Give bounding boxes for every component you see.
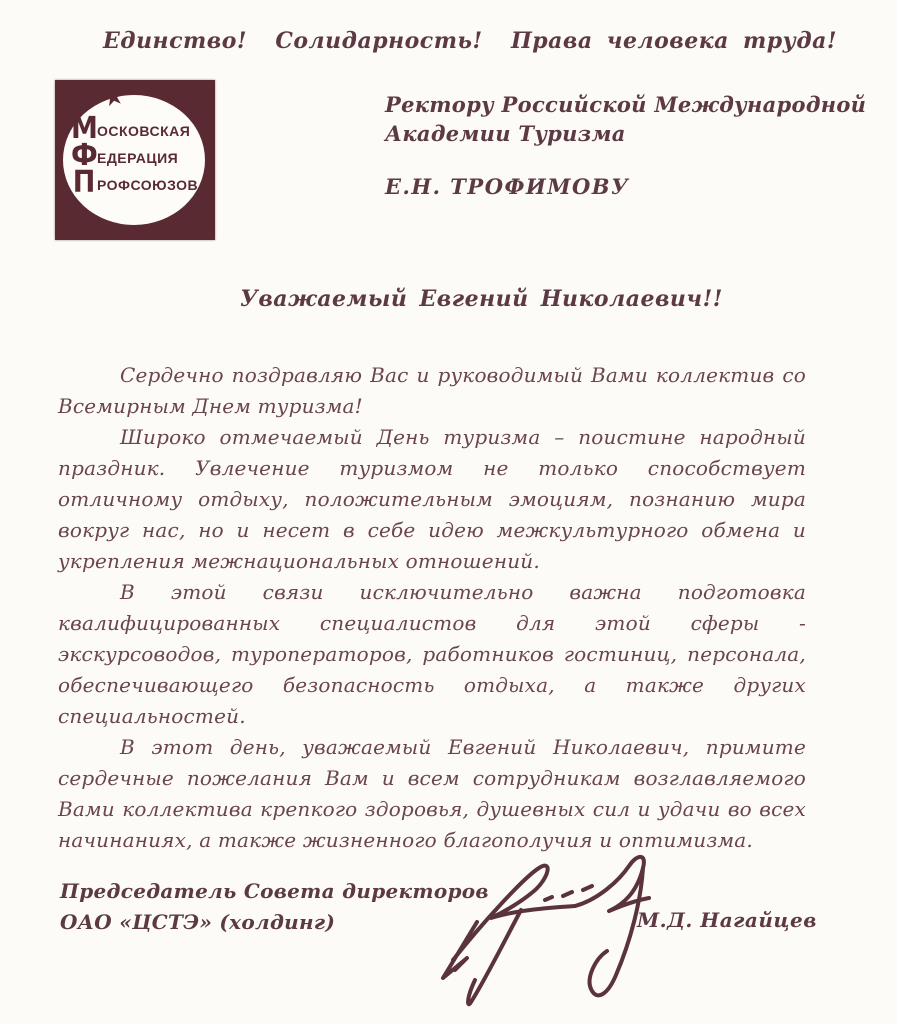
logo-initial-f: Ф (71, 138, 98, 173)
logo-initial-m: М (71, 111, 98, 146)
salutation: Уважаемый Евгений Николаевич!! (240, 286, 723, 312)
mfp-logo (55, 80, 215, 240)
letter-body (58, 360, 806, 856)
logo-text-line-moskovskaya: М ОСКОВСКАЯ (71, 111, 191, 146)
signer-name: М.Д. Нагайцев (637, 908, 817, 932)
addressee-name: Е.Н. ТРОФИМОВУ (385, 174, 630, 199)
signer-title-line-2: ОАО «ЦСТЭ» (холдинг) (60, 910, 336, 934)
paragraph-2: Широко отмечаемый День туризма – поистине народный праздник. Увлечение туризмом не только способствует отличному отдыху, положительным эмоциям, познанию мира вокруг нас, но и несет в себе идею межкультурного обмена и укрепления межнациональных отношений. (58, 425, 806, 573)
logo-text (71, 111, 199, 200)
logo-initial-p: П (72, 165, 96, 200)
addressee-line-2: Академии Туризма (385, 121, 626, 146)
addressee-line-1: Ректору Российской Международной (385, 92, 867, 117)
signer-title-line-1: Председатель Совета директоров (60, 879, 489, 903)
union-slogan: Единство! Солидарность! Права человека труда! (103, 28, 838, 54)
star-icon: ★ (99, 79, 128, 114)
paragraph-3: В этой связи исключительно важна подготовка квалифицированных специалистов для этой сферы - экскурсоводов, туроператоров, работников гостиниц, персонала, обеспечивающего безопасность отдыха, а также других специальностей. (58, 580, 806, 728)
paragraph-1: Сердечно поздравляю Вас и руководимый Вами коллектив со Всемирным Днем туризма! (58, 363, 806, 418)
logo-text-line-profsoyuzov: П РОФСОЮЗОВ (72, 165, 199, 200)
paragraph-4: В этот день, уважаемый Евгений Николаевич, примите сердечные пожелания Вам и всем сотрудникам возглавляемого Вами коллектива крепкого здоровья, душевных сил и удачи во всех начинаниях, а также жизненного благополучия и оптимизма. (58, 735, 806, 852)
addressee-block (385, 90, 866, 201)
logo-text-line-federatsiya: Ф ЕДЕРАЦИЯ (71, 138, 179, 173)
